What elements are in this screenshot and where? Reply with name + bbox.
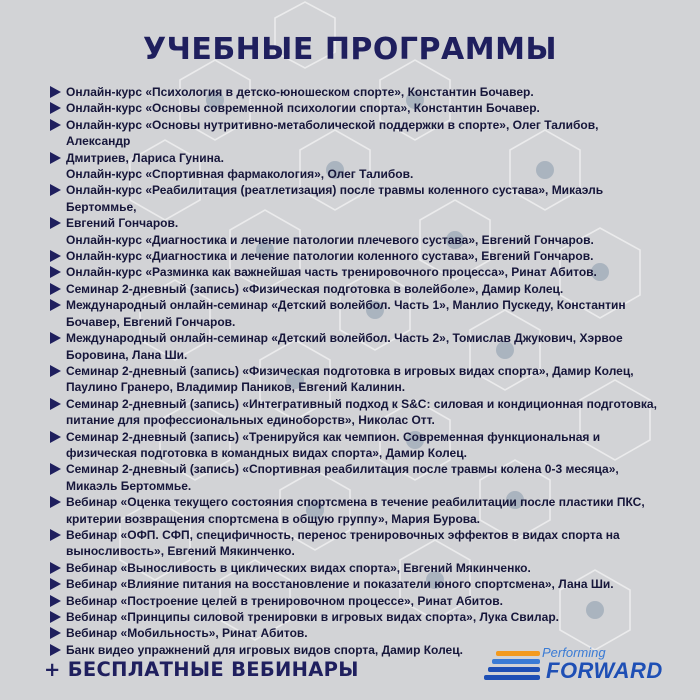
list-item <box>50 84 660 100</box>
list-item <box>50 215 660 231</box>
list-item <box>50 363 660 396</box>
triangle-bullet-icon <box>50 578 61 590</box>
list-item <box>50 264 660 280</box>
list-item-text: Вебинар «Выносливость в циклических видах спорта», Евгений Мякинченко. <box>66 560 531 575</box>
triangle-bullet-icon <box>50 217 61 229</box>
triangle-bullet-icon <box>50 611 61 623</box>
list-item-text: Онлайн-курс «Основы нутритивно-метаболической поддержки в спорте», Олег Талибов, Александр <box>66 117 599 149</box>
list-item-text: Евгений Гончаров. <box>66 216 179 231</box>
triangle-bullet-icon <box>50 102 61 114</box>
triangle-bullet-icon <box>50 86 61 98</box>
list-item <box>50 560 660 576</box>
list-item-text: Онлайн-курс «Спортивная фармакология», Олег Талибов. <box>66 167 414 182</box>
list-item <box>50 593 660 609</box>
triangle-bullet-icon <box>50 365 61 377</box>
list-item <box>50 117 660 150</box>
list-item <box>50 248 660 264</box>
list-item <box>50 576 660 592</box>
list-item-text: Банк видео упражнений для игровых видов спорта, Дамир Колец. <box>66 642 463 657</box>
triangle-bullet-icon <box>50 250 61 262</box>
logo-forward-text: FORWARD <box>546 658 663 683</box>
triangle-bullet-icon <box>50 332 61 344</box>
triangle-bullet-icon <box>50 184 61 196</box>
page-title: УЧЕБНЫЕ ПРОГРАММЫ <box>142 32 558 67</box>
list-item-text: Семинар 2-дневный (запись) «Физическая подготовка в волейболе», Дамир Колец. <box>66 281 564 296</box>
triangle-bullet-icon <box>50 496 61 508</box>
list-item-text: Семинар 2-дневный (запись) «Спортивная реабилитация после травмы колена 0-3 месяца», Микаэль Бертоммье. <box>66 462 619 493</box>
triangle-bullet-icon <box>50 644 61 656</box>
triangle-bullet-icon <box>50 266 61 278</box>
triangle-bullet-icon <box>50 398 61 410</box>
list-item-text: Вебинар «Оценка текущего состояния спортсмена в течение реабилитации после пластики ПКС, критерии возвращения спортсмена в общую группу», Мария Бурова. <box>66 495 645 526</box>
list-item <box>50 232 660 248</box>
list-item-text: Семинар 2-дневный (запись) «Тренируйся как чемпион. Современная функциональная и физическая подготовка в командных видах спорта», Дамир Колец. <box>66 429 601 460</box>
list-item <box>50 625 660 641</box>
logo-performing-text: Performing <box>542 645 606 660</box>
triangle-bullet-icon <box>50 627 61 639</box>
triangle-bullet-icon <box>50 119 61 131</box>
triangle-bullet-icon <box>50 595 61 607</box>
list-item <box>50 429 660 462</box>
list-item-text: Международный онлайн-семинар «Детский волейбол. Часть 1», Манлио Пускеду, Константин Бочавер, Евгений Гончаров. <box>66 298 626 329</box>
list-item-text: Онлайн-курс «Реабилитация (реатлетизация) после травмы коленного сустава», Микаэль Бертоммье, <box>66 183 604 214</box>
triangle-bullet-icon <box>50 152 61 164</box>
list-item-text: Семинар 2-дневный (запись) «Физическая подготовка в игровых видах спорта», Дамир Колец, Паулино Гранеро, Владимир Паников, Евгений Калинин. <box>66 363 634 395</box>
list-item-text: Вебинар «Принципы силовой тренировки в игровых видах спорта», Лука Свилар. <box>66 610 559 624</box>
list-item-text: Онлайн-курс «Психология в детско-юношеском спорте», Константин Бочавер. <box>66 85 534 99</box>
list-item <box>50 330 660 363</box>
list-item <box>50 182 660 215</box>
list-item-text: Вебинар «Мобильность», Ринат Абитов. <box>66 626 308 641</box>
triangle-bullet-icon <box>50 529 61 541</box>
list-item <box>50 396 660 429</box>
list-item-text: Семинар 2-дневный (запись) «Интегративный подход к S&C: силовая и кондиционная подготовка, питание для профессиональных единоборств», Николас Отт. <box>66 396 657 428</box>
triangle-bullet-icon <box>50 431 61 443</box>
list-item <box>50 494 660 527</box>
triangle-bullet-icon <box>50 562 61 574</box>
list-item-text: Вебинар «ОФП. СФП, специфичность, перенос тренировочных эффектов в видах спорта на выносливость», Евгений Мякинченко. <box>66 527 620 559</box>
list-item-text: Вебинар «Построение целей в тренировочном процессе», Ринат Абитов. <box>66 593 503 608</box>
program-list <box>50 84 660 658</box>
free-webinars-text: + БЕСПЛАТНЫЕ ВЕБИНАРЫ <box>44 658 359 681</box>
list-item-text: Дмитриев, Лариса Гунина. <box>66 150 224 165</box>
list-item-text: Онлайн-курс «Разминка как важнейшая часть тренировочного процесса», Ринат Абитов. <box>66 265 597 280</box>
list-item-text: Онлайн-курс «Диагностика и лечение патологии плечевого сустава», Евгений Гончаров. <box>66 232 594 247</box>
performing-forward-logo <box>482 645 672 687</box>
list-item-text: Вебинар «Влияние питания на восстановление и показатели юного спортсмена», Лана Ши. <box>66 577 614 592</box>
list-item <box>50 281 660 297</box>
list-item-text: Международный онлайн-семинар «Детский волейбол. Часть 2», Томислав Джукович, Хэрвое Боровина, Лана Ши. <box>66 331 623 362</box>
triangle-bullet-icon <box>50 463 61 475</box>
triangle-bullet-icon <box>50 283 61 295</box>
list-item <box>50 527 660 560</box>
list-item <box>50 150 660 166</box>
list-item-text: Онлайн-курс «Основы современной психологии спорта», Константин Бочавер. <box>66 101 540 116</box>
list-item <box>50 461 660 494</box>
list-item <box>50 166 660 182</box>
list-item <box>50 297 660 330</box>
list-item <box>50 100 660 116</box>
triangle-bullet-icon <box>50 299 61 311</box>
list-item <box>50 609 660 625</box>
list-item-text: Онлайн-курс «Диагностика и лечение патологии коленного сустава», Евгений Гончаров. <box>66 249 594 264</box>
